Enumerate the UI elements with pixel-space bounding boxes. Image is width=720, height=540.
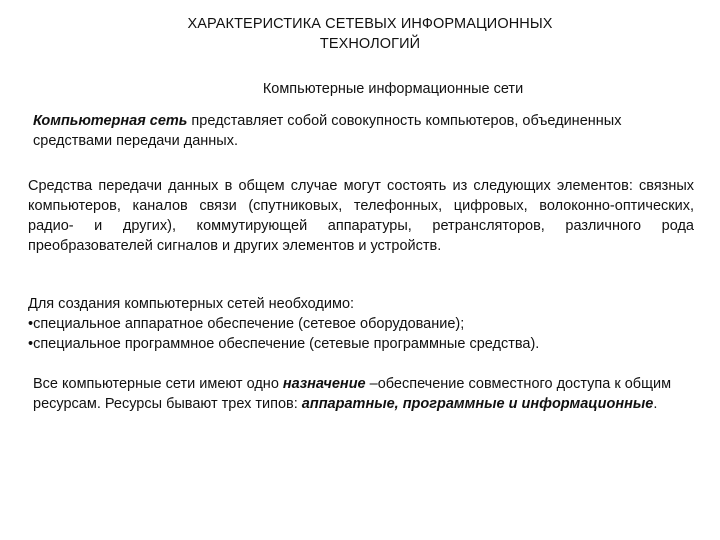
transmission-paragraph: Средства передачи данных в общем случае могут состоять из следующих элементов: связных компьютеров, каналов связи (спутниковых, телефонных, цифровых, волоконно-оптических, радио- и других), коммутирующей аппаратуры, ретрансляторов, различного рода преобразователей сигналов и других элементов и устройств. bbox=[28, 178, 694, 254]
section-subtitle: Компьютерные информационные сети bbox=[262, 81, 524, 97]
purpose-term: назначение bbox=[282, 376, 366, 392]
resource-types: аппаратные, программные и информационные bbox=[301, 396, 654, 412]
list-item: •специальное аппаратное обеспечение (сетевое оборудование); bbox=[28, 316, 465, 332]
purpose-text-1: Все компьютерные сети имеют одно bbox=[33, 376, 283, 392]
page-title bbox=[140, 14, 600, 54]
list-item: •специальное программное обеспечение (сетевые программные средства). bbox=[28, 336, 540, 352]
title-line-1: ХАРАКТЕРИСТИКА СЕТЕВЫХ ИНФОРМАЦИОННЫХ bbox=[187, 16, 553, 32]
requirements-paragraph bbox=[28, 294, 678, 354]
purpose-end: . bbox=[653, 396, 658, 412]
title-line-2: ТЕХНОЛОГИЙ bbox=[319, 36, 421, 52]
definition-term: Компьютерная сеть bbox=[33, 113, 188, 129]
definition-text: представляет собой совокупность компьютеров, объединенных средствами передачи данных. bbox=[33, 113, 622, 149]
requirements-intro: Для создания компьютерных сетей необходимо: bbox=[28, 296, 355, 312]
definition-paragraph bbox=[33, 111, 633, 151]
purpose-paragraph bbox=[33, 374, 673, 414]
purpose-text-2: –обеспечение совместного доступа к общим ресурсам. Ресурсы бывают трех типов: bbox=[33, 376, 672, 412]
